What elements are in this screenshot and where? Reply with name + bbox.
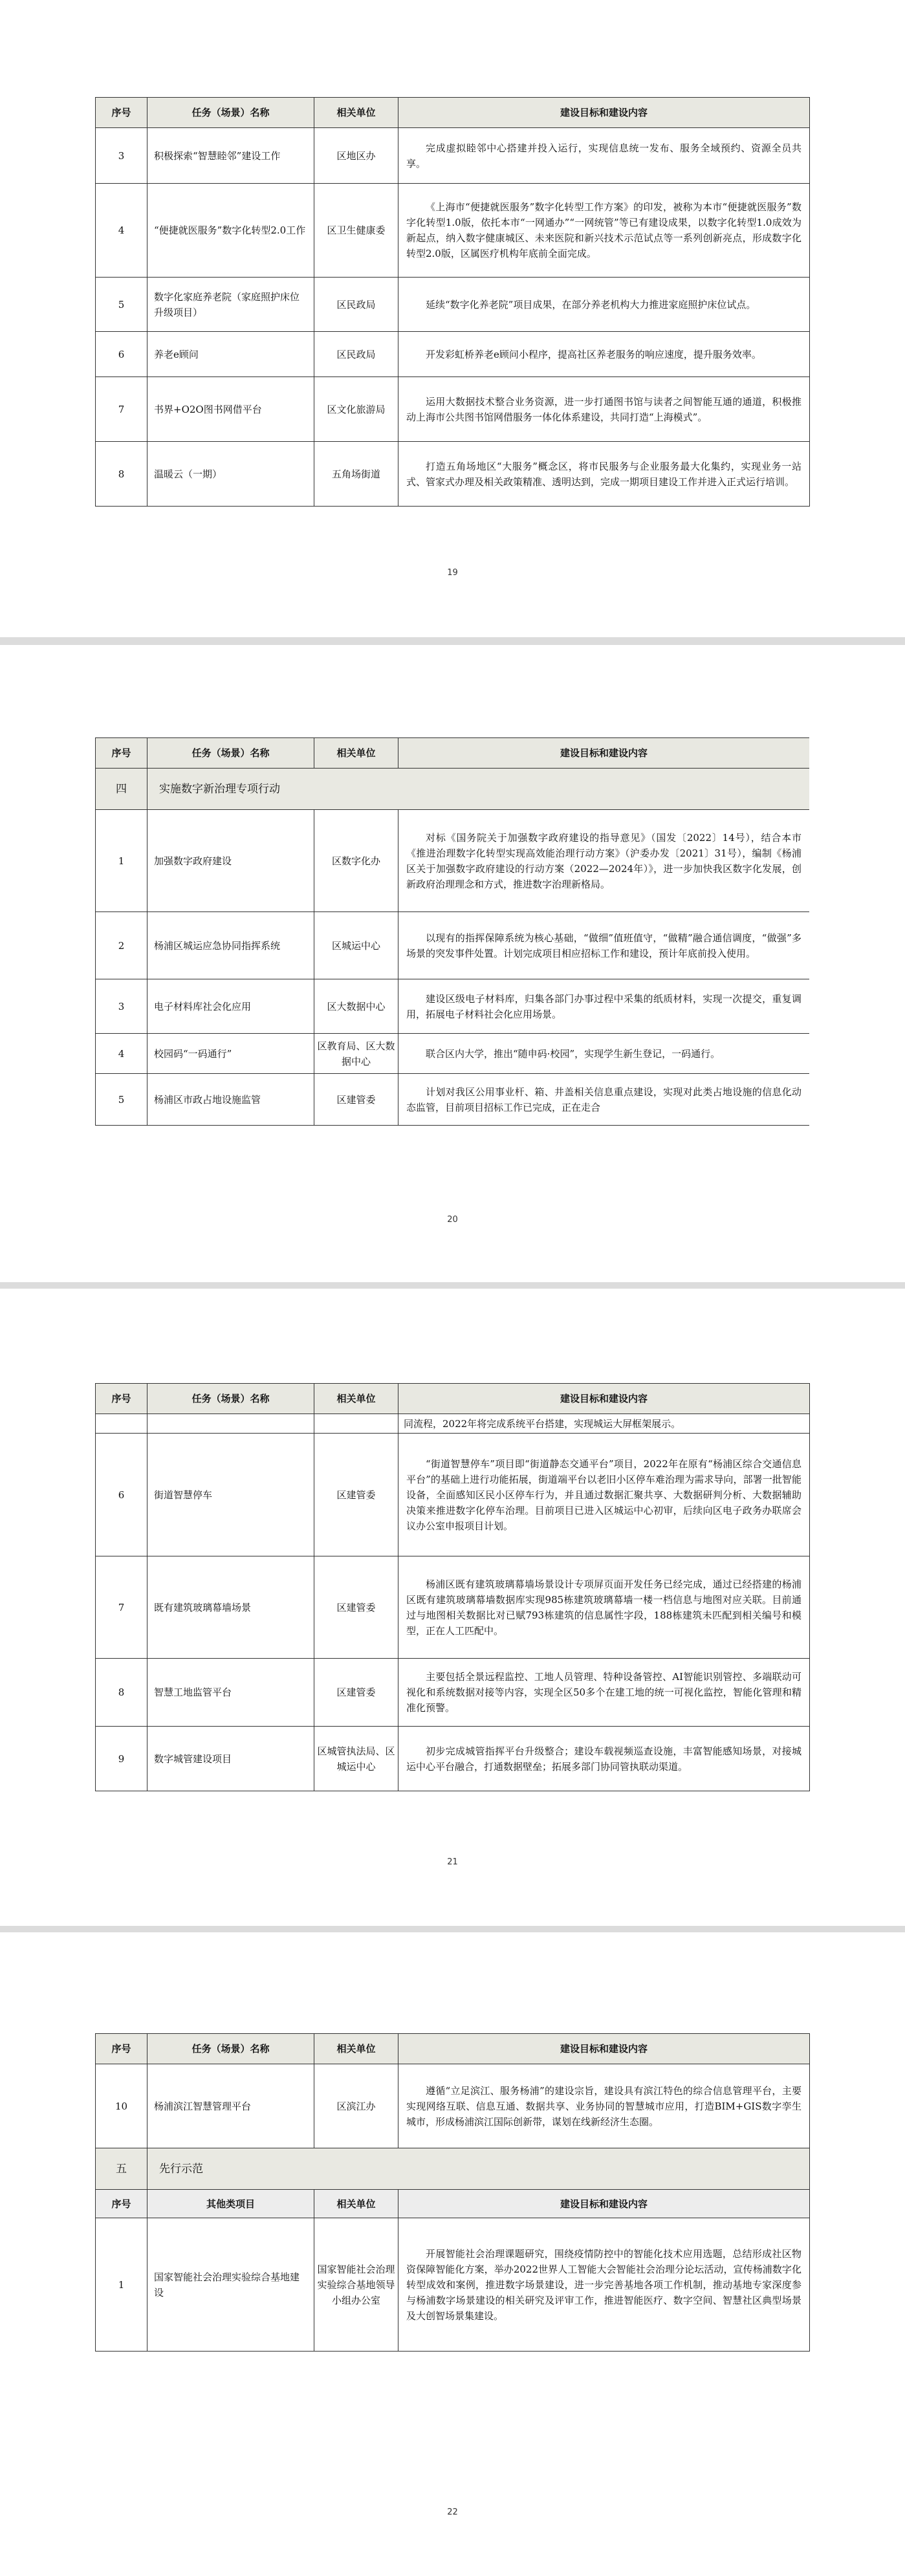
- continuation-row: [96, 1414, 810, 1434]
- row-content: 杨浦区既有建筑玻璃幕墙场景设计专项屏页面开发任务已经完成，通过已经搭建的杨浦区既有建筑玻璃幕墙数据库实现985栋建筑玻璃幕墙一楼一档信息与地图对应关联。目前通过与地图相关数据比对已赋793栋建筑的信息属性字段，188栋建筑未匹配到相关编号和模型，正在人工匹配中。: [398, 1556, 810, 1659]
- row-name: 数字化家庭养老院（家庭照护床位升级项目）: [147, 278, 314, 332]
- header-task: 任务（场景）名称: [147, 1384, 314, 1414]
- row-name: 既有建筑玻璃幕墙场景: [147, 1556, 314, 1659]
- header-unit: 相关单位: [314, 98, 398, 128]
- section-row: [96, 769, 810, 810]
- row-unit: 国家智能社会治理实验综合基地领导小组办公室: [314, 2218, 398, 2352]
- header-seq: 序号: [96, 2034, 147, 2064]
- row-content: 打造五角场地区“大服务”概念区，将市民服务与企业服务最大化集约，实现业务一站式、管家式办理及相关政策精准、透明达到，完成一期项目建设工作并进入正式运行培训。: [398, 442, 810, 507]
- table-row: [96, 278, 810, 332]
- row-unit: 区城管执法局、区城运中心: [314, 1727, 398, 1791]
- row-seq: 2: [96, 912, 147, 979]
- row-unit: 区数字化办: [314, 810, 398, 912]
- row-unit: 区建管委: [314, 1556, 398, 1659]
- row-unit: 区卫生健康委: [314, 184, 398, 278]
- row-seq: 3: [96, 128, 147, 184]
- task-table: [95, 737, 809, 1126]
- row-unit: 区民政局: [314, 332, 398, 377]
- row-name: 积极探索“智慧睦邻”建设工作: [147, 128, 314, 184]
- header-goal: 建设目标和建设内容: [398, 2034, 810, 2064]
- row-content: 开发彩虹桥养老e顾问小程序，提高社区养老服务的响应速度，提升服务效率。: [398, 332, 810, 377]
- row-seq: 8: [96, 1659, 147, 1727]
- row-unit: 区城运中心: [314, 912, 398, 979]
- row-name: 加强数字政府建设: [147, 810, 314, 912]
- table-row: [96, 912, 810, 979]
- page-number: 22: [447, 2507, 458, 2517]
- row-name: 杨浦区市政占地设施监管: [147, 1074, 314, 1126]
- header-task: 任务（场景）名称: [147, 738, 314, 769]
- row-seq: 1: [96, 2218, 147, 2352]
- table-row: [96, 810, 810, 912]
- continuation-text: 同流程，2022年将完成系统平台搭建，实现城运大屏框架展示。: [398, 1414, 810, 1434]
- row-seq: 10: [96, 2064, 147, 2148]
- table-row: [96, 1659, 810, 1727]
- row-seq: 7: [96, 1556, 147, 1659]
- page-19: [0, 0, 905, 637]
- row-seq: 5: [96, 278, 147, 332]
- header-seq: 序号: [96, 738, 147, 769]
- row-seq: 6: [96, 332, 147, 377]
- table-header-row: [96, 2034, 810, 2064]
- table-header-row: [96, 1384, 810, 1414]
- header-unit: 相关单位: [314, 1384, 398, 1414]
- row-content: 延续“数字化养老院”项目成果，在部分养老机构大力推进家庭照护床位试点。: [398, 278, 810, 332]
- header-goal: 建设目标和建设内容: [398, 98, 810, 128]
- table-row: [96, 184, 810, 278]
- row-seq: 6: [96, 1434, 147, 1556]
- row-unit: 区建管委: [314, 1074, 398, 1126]
- row-name: 杨浦区城运应急协同指挥系统: [147, 912, 314, 979]
- row-name: 杨浦滨江智慧管理平台: [147, 2064, 314, 2148]
- section-number: 五: [96, 2148, 147, 2190]
- row-unit: 区滨江办: [314, 2064, 398, 2148]
- table-row: [96, 1727, 810, 1791]
- table-row: [96, 377, 810, 442]
- table-row: [96, 1034, 810, 1074]
- row-unit: 区建管委: [314, 1434, 398, 1556]
- row-seq: 3: [96, 979, 147, 1034]
- header-task: 任务（场景）名称: [147, 2034, 314, 2064]
- table-row: [96, 2218, 810, 2352]
- task-table: [95, 97, 810, 507]
- row-content: 遵循“立足滨江、服务杨浦”的建设宗旨，建设具有滨江特色的综合信息管理平台，主要实现网络互联、信息互通、数据共享、业务协同的智慧城市应用，打造BIM+GIS数字孪生城市，形成杨浦滨江国际创新带，谋划在线新经济生态圈。: [398, 2064, 810, 2148]
- row-name: “便捷就医服务”数字化转型2.0工作: [147, 184, 314, 278]
- page-number: 19: [447, 568, 458, 578]
- subheader-goal: 建设目标和建设内容: [398, 2190, 810, 2218]
- row-name: 书界+O2O图书网借平台: [147, 377, 314, 442]
- table-row: [96, 1556, 810, 1659]
- row-unit: 五角场街道: [314, 442, 398, 507]
- subheader-unit: 相关单位: [314, 2190, 398, 2218]
- table-header-row: [96, 98, 810, 128]
- table-row: [96, 1074, 810, 1126]
- section-row: [96, 2148, 810, 2190]
- table-row: [96, 442, 810, 507]
- row-name: 街道智慧停车: [147, 1434, 314, 1556]
- row-content: “街道智慧停车”项目即“街道静态交通平台”项目，2022年在原有“杨浦区综合交通信息平台”的基础上进行功能拓展，街道端平台以老旧小区停车难治理为需求导向，部署一批智能设备，全面感知区民小区停车行为，并且通过数据汇聚共享、大数据研判分析、大数据辅助决策来推进数字化停车治理。目前项目已进入区城运中心初审，后续向区电子政务办联席会议办公室申报项目计划。: [398, 1434, 810, 1556]
- header-unit: 相关单位: [314, 2034, 398, 2064]
- header-unit: 相关单位: [314, 738, 398, 769]
- header-goal: 建设目标和建设内容: [398, 1384, 810, 1414]
- row-name: 校园码“一码通行”: [147, 1034, 314, 1074]
- table-row: [96, 128, 810, 184]
- header-goal: 建设目标和建设内容: [398, 738, 810, 769]
- row-name: 数字城管建设项目: [147, 1727, 314, 1791]
- page-number: 21: [447, 1857, 458, 1867]
- page-22: [0, 1932, 905, 2576]
- row-name: 智慧工地监管平台: [147, 1659, 314, 1727]
- row-content: 《上海市“便捷就医服务”数字化转型工作方案》的印发，被称为本市“便捷就医服务”数字化转型1.0版，依托本市“一网通办”“一网统管”等已有建设成果，以数字化转型1.0成效为新起点，纳入数字健康城区、未来医院和新兴技术示范试点等一系列创新亮点，形成数字化转型2.0版，区属医疗机构年底前全面完成。: [398, 184, 810, 278]
- row-seq: 5: [96, 1074, 147, 1126]
- subheader-task: 其他类项目: [147, 2190, 314, 2218]
- row-unit: 区大数据中心: [314, 979, 398, 1034]
- table-row: [96, 2064, 810, 2148]
- table-row: [96, 1434, 810, 1556]
- row-content: 主要包括全景远程监控、工地人员管理、特种设备管控、AI智能识别管控、多端联动可视化和系统数据对接等内容，实现全区50多个在建工地的统一可视化监控，智能化管理和精准化预警。: [398, 1659, 810, 1727]
- row-content: 以现有的指挥保障系统为核心基础，“做细”值班值守，“做精”融合通信调度，“做强”多场景的突发事件处置。计划完成项目相应招标工作和建设，预计年底前投入使用。: [398, 912, 810, 979]
- row-unit: 区建管委: [314, 1659, 398, 1727]
- section-title: 实施数字新治理专项行动: [147, 769, 810, 810]
- row-seq: 4: [96, 1034, 147, 1074]
- page-20: [0, 645, 905, 1282]
- subheader-row: [96, 2190, 810, 2218]
- section-number: 四: [96, 769, 147, 810]
- header-seq: 序号: [96, 1384, 147, 1414]
- row-unit: 区教育局、区大数据中心: [314, 1034, 398, 1074]
- table-header-row: [96, 738, 810, 769]
- row-name: 国家智能社会治理实验综合基地建设: [147, 2218, 314, 2352]
- table-row: [96, 979, 810, 1034]
- row-unit: 区文化旅游局: [314, 377, 398, 442]
- row-name: 养老e顾问: [147, 332, 314, 377]
- page-21: [0, 1289, 905, 1926]
- row-content: 完成虚拟睦邻中心搭建并投入运行，实现信息统一发布、服务全域预约、资源全员共享。: [398, 128, 810, 184]
- row-content: 运用大数据技术整合业务资源，进一步打通图书馆与读者之间智能互通的通道，积极推动上海市公共图书馆网借服务一体化体系建设，共同打造“上海模式”。: [398, 377, 810, 442]
- row-content: 初步完成城管指挥平台升级整合；建设车载视频巡查设施，丰富智能感知场景，对接城运中心平台融合，打通数据壁垒；拓展多部门协同管执联动渠道。: [398, 1727, 810, 1791]
- row-seq: 1: [96, 810, 147, 912]
- row-content: 联合区内大学，推出“随申码·校园”，实现学生新生登记，一码通行。: [398, 1034, 810, 1074]
- row-content: 开展智能社会治理课题研究，围绕疫情防控中的智能化技术应用选题，总结形成社区物资保障智能化方案，举办2022世界人工智能大会智能社会治理分论坛活动，宣传杨浦数字化转型成效和案例，推进数字场景建设，进一步完善基地各项工作机制，推动基地专家深度参与杨浦数字场景建设的相关研究及评审工作，推进智能医疗、数字空间、智慧社区典型场景及大创智场景集建设。: [398, 2218, 810, 2352]
- row-content: 计划对我区公用事业杆、箱、井盖相关信息重点建设，实现对此类占地设施的信息化动态监管，目前项目招标工作已完成，正在走合: [398, 1074, 810, 1126]
- row-unit: 区民政局: [314, 278, 398, 332]
- task-table: [95, 2033, 810, 2352]
- row-content: 对标《国务院关于加强数字政府建设的指导意见》（国发〔2022〕14号），结合本市《推进治理数字化转型实现高效能治理行动方案》（沪委办发〔2021〕31号），编制《杨浦区关于加强数字政府建设的行动方案（2022—2024年）》，进一步加快我区数字化发展，创新政府治理理念和方式，推进数字治理新格局。: [398, 810, 810, 912]
- row-seq: 8: [96, 442, 147, 507]
- page-number: 20: [447, 1215, 458, 1225]
- row-content: 建设区级电子材料库，归集各部门办事过程中采集的纸质材料，实现一次提交，重复调用，拓展电子材料社会化应用场景。: [398, 979, 810, 1034]
- row-seq: 9: [96, 1727, 147, 1791]
- header-task: 任务（场景）名称: [147, 98, 314, 128]
- row-name: 温暖云（一期）: [147, 442, 314, 507]
- row-seq: 7: [96, 377, 147, 442]
- row-name: 电子材料库社会化应用: [147, 979, 314, 1034]
- row-unit: 区地区办: [314, 128, 398, 184]
- task-table: [95, 1383, 810, 1791]
- header-seq: 序号: [96, 98, 147, 128]
- table-row: [96, 332, 810, 377]
- section-title: 先行示范: [147, 2148, 810, 2190]
- row-seq: 4: [96, 184, 147, 278]
- subheader-seq: 序号: [96, 2190, 147, 2218]
